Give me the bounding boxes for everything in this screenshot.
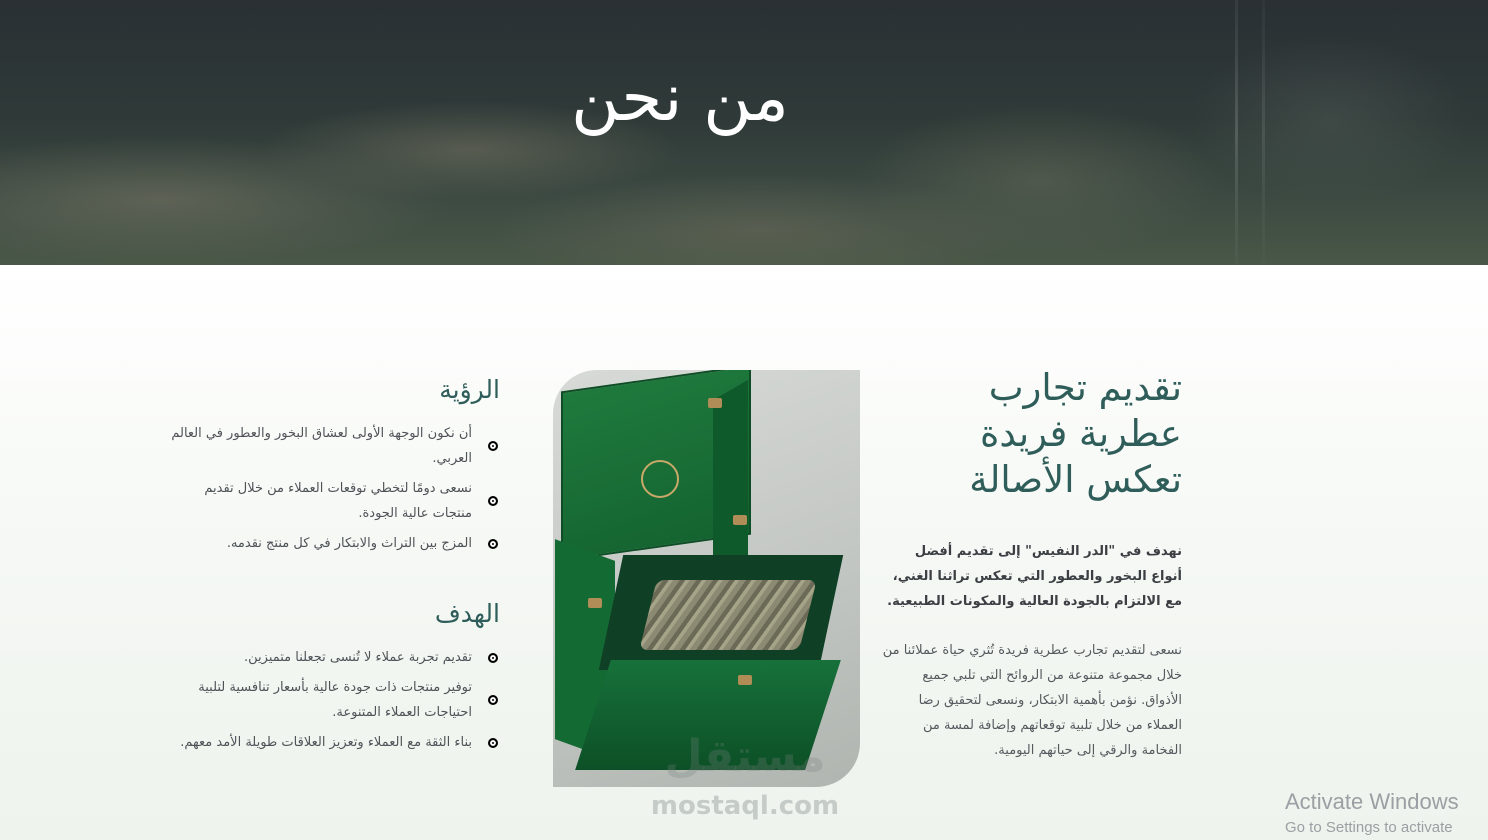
intro-heading-line: تعكس الأصالة xyxy=(969,458,1182,501)
goal-list xyxy=(170,645,500,755)
list-item xyxy=(170,421,500,471)
list-item-text: المزج بين التراث والابتكار في كل منتج نقدمه. xyxy=(226,536,472,551)
list-item xyxy=(170,645,500,670)
bullet-icon xyxy=(488,738,498,748)
activate-windows-subtitle: Go to Settings to activate xyxy=(1285,819,1453,836)
hinge-icon xyxy=(708,398,722,408)
star-emblem-icon xyxy=(641,460,679,498)
goal-section xyxy=(170,597,500,760)
intro-heading-line: عطرية فريدة xyxy=(980,412,1182,455)
list-item xyxy=(170,730,500,755)
list-item-text: بناء الثقة مع العملاء وتعزيز العلاقات طويلة الأمد معهم. xyxy=(180,735,472,750)
bullet-icon xyxy=(488,539,498,549)
list-item xyxy=(170,675,500,725)
activate-windows-overlay xyxy=(1285,787,1488,839)
list-item-text: توفير منتجات ذات جودة عالية بأسعار تنافسية لتلبية احتياجات العملاء المتنوعة. xyxy=(198,680,472,720)
box-lid-edge xyxy=(713,380,748,580)
mostaql-watermark-url: mostaql.com xyxy=(650,791,840,821)
hero-banner xyxy=(0,0,1488,265)
list-item-text: نسعى دومًا لتخطي توقعات العملاء من خلال تقديم منتجات عالية الجودة. xyxy=(204,481,472,521)
vision-list xyxy=(170,421,500,556)
list-item-text: تقديم تجربة عملاء لا تُنسى تجعلنا متميزين. xyxy=(244,650,472,665)
latch-icon xyxy=(588,598,602,608)
hinge-icon xyxy=(733,515,747,525)
mostaql-watermark-logo: مستقل xyxy=(664,731,826,782)
vision-title: الرؤية xyxy=(439,375,500,404)
intro-section xyxy=(880,365,1182,763)
bullet-icon xyxy=(488,441,498,451)
intro-lead-paragraph: نهدف في "الدر النفيس" إلى تقديم أفضل أنواع البخور والعطور التي تعكس تراثنا الغني، مع الالتزام بالجودة العالية والمكونات الطبيعية. xyxy=(887,544,1182,609)
intro-heading xyxy=(880,365,1182,503)
list-item xyxy=(170,476,500,526)
bullet-icon xyxy=(488,695,498,705)
bullet-icon xyxy=(488,496,498,506)
list-item-text: أن نكون الوجهة الأولى لعشاق البخور والعطور في العالم العربي. xyxy=(171,426,472,466)
oud-wood-chips xyxy=(639,580,816,650)
vision-section xyxy=(170,373,500,561)
intro-heading-line: تقديم تجارب xyxy=(988,366,1182,409)
list-item xyxy=(170,531,500,556)
page-title: من نحن xyxy=(571,59,789,136)
activate-windows-title: Activate Windows xyxy=(1285,789,1459,814)
hero-light-streak xyxy=(1235,0,1238,265)
latch-icon xyxy=(738,675,752,685)
bullet-icon xyxy=(488,653,498,663)
hero-light-streak xyxy=(1262,0,1265,265)
goal-title: الهدف xyxy=(434,599,500,628)
intro-body-paragraph: نسعى لتقديم تجارب عطرية فريدة تُثري حياة عملائنا من خلال مجموعة متنوعة من الروائح التي تلبي جميع الأذواق. نؤمن بأهمية الابتكار، ونسعى لتحقيق رضا العملاء من خلال تلبية توقعاتهم وإضافة لمسة من الفخامة والرقي إلى حياتهم اليومية. xyxy=(882,643,1182,758)
oud-box-image xyxy=(553,370,860,787)
